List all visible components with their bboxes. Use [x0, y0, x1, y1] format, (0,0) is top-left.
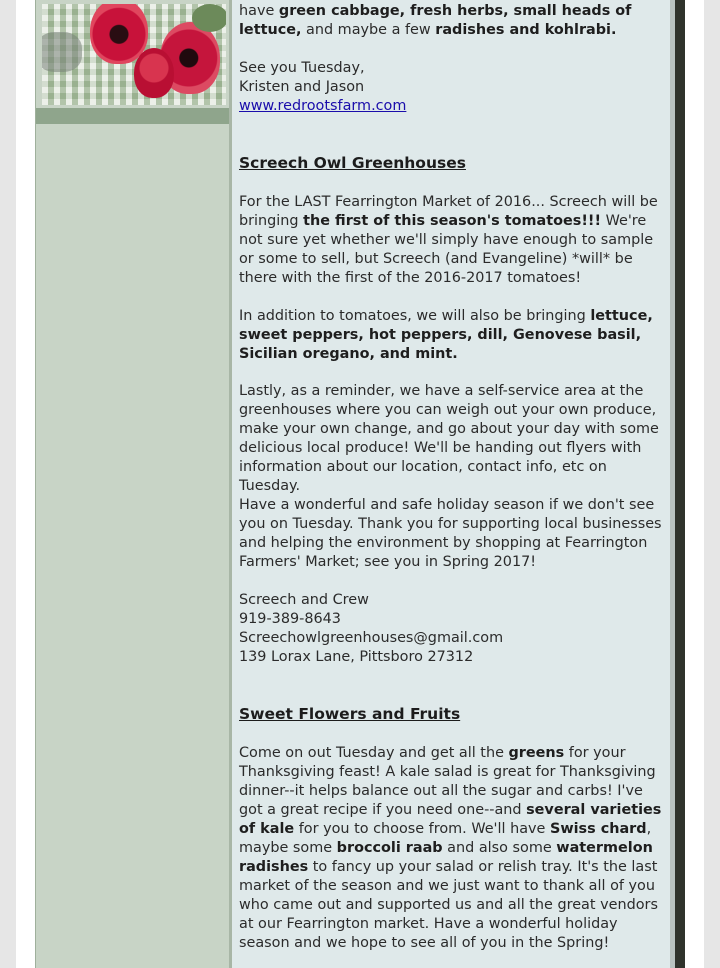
sweet-text-5: and also some: [442, 840, 557, 856]
screech-p2-bold: lettuce, sweet peppers, hot peppers, dill, Genovese basil, Sicilian oregano, and mint.: [239, 308, 653, 362]
tulip-leaf: [192, 4, 226, 32]
sweet-text-2: for your Thanksgiving feast! A kale salad is great for Thanksgiving dinner--it helps balance out all the sugar and carbs! I've got a great recipe if you need one--and: [239, 745, 656, 818]
website-link[interactable]: www.redrootsfarm.com: [239, 98, 407, 114]
tulip-photo: [42, 4, 226, 105]
sweet-paragraph: [239, 744, 667, 953]
screech-paragraph-1: [239, 193, 667, 288]
sweet-heading: Sweet Flowers and Fruits: [239, 705, 461, 723]
sweet-text-1: Come on out Tuesday and get all the: [239, 745, 509, 761]
screech-heading: Screech Owl Greenhouses: [239, 154, 466, 172]
screech-paragraph-3: Lastly, as a reminder, we have a self-service area at the greenhouses where you can weigh out your own produce, make your own change, and go about your day with some delicious local produce! We'll be handing out flyers with information about our location, contact info, etc on Tuesday.: [239, 383, 659, 494]
intro-text-mid: and maybe a few: [301, 22, 436, 38]
contact-name: Screech and Crew: [239, 592, 369, 608]
screech-p1-text-2: We're not sure yet whether we'll simply have enough to sample or some to sell, but Screech (and Evangeline) *will* be there with the first of the 2016-2017 tomatoes!: [239, 213, 654, 286]
sweet-text-3: for you to choose from. We'll have: [294, 821, 550, 837]
screech-paragraph-4: Have a wonderful and safe holiday season if we don't see you on Tuesday. Thank you for supporting local businesses and helping the environment by shopping at Fearrington Farmers' Market; see you in Spring 2017!: [239, 497, 662, 570]
sweet-text-4: , maybe some: [239, 821, 652, 856]
screech-p2-text: In addition to tomatoes, we will also be bringing: [239, 308, 591, 324]
signoff-line-2: Kristen and Jason: [239, 79, 365, 95]
intro-paragraph: [239, 2, 667, 40]
vase-shape: [42, 32, 82, 72]
signoff-line-1: See you Tuesday,: [239, 60, 365, 76]
screech-paragraph-2: [239, 307, 667, 364]
intro-bold-radishes: radishes and kohlrabi.: [435, 22, 617, 38]
contact-address: 139 Lorax Lane, Pittsboro 27312: [239, 649, 474, 665]
sweet-bold-radishes: watermelon radishes: [239, 840, 653, 875]
contact-phone: 919-389-8643: [239, 611, 341, 627]
intro-bold-produce: green cabbage, fresh herbs, small heads of lettuce,: [239, 3, 632, 38]
tulip-bloom-3: [134, 48, 174, 98]
intro-signoff: [239, 59, 667, 116]
screech-p1-text: For the LAST Fearrington Market of 2016... Screech will be bringing: [239, 194, 658, 229]
contact-email: Screechowlgreenhouses@gmail.com: [239, 630, 504, 646]
right-border-dark: [675, 0, 685, 968]
screech-contact: [239, 591, 667, 667]
sweet-bold-kale: several varieties of kale: [239, 802, 662, 837]
sweet-bold-chard: Swiss chard: [549, 821, 647, 837]
sidebar-divider-band: [36, 108, 230, 124]
sidebar: [35, 0, 230, 968]
screech-p1-bold: the first of this season's tomatoes!!!: [303, 213, 602, 229]
sweet-text-6: to fancy up your salad or relish tray. It's the last market of the season and we just want to thank all of you who came out and supported us and all the great vendors at our Fearrington market. Have a wonderful holiday season and we hope to see all of you in the Spring!: [239, 859, 658, 951]
intro-text: have: [239, 3, 279, 19]
sweet-bold-broccoli: broccoli raab: [336, 840, 443, 856]
sweet-bold-greens: greens: [508, 745, 565, 761]
